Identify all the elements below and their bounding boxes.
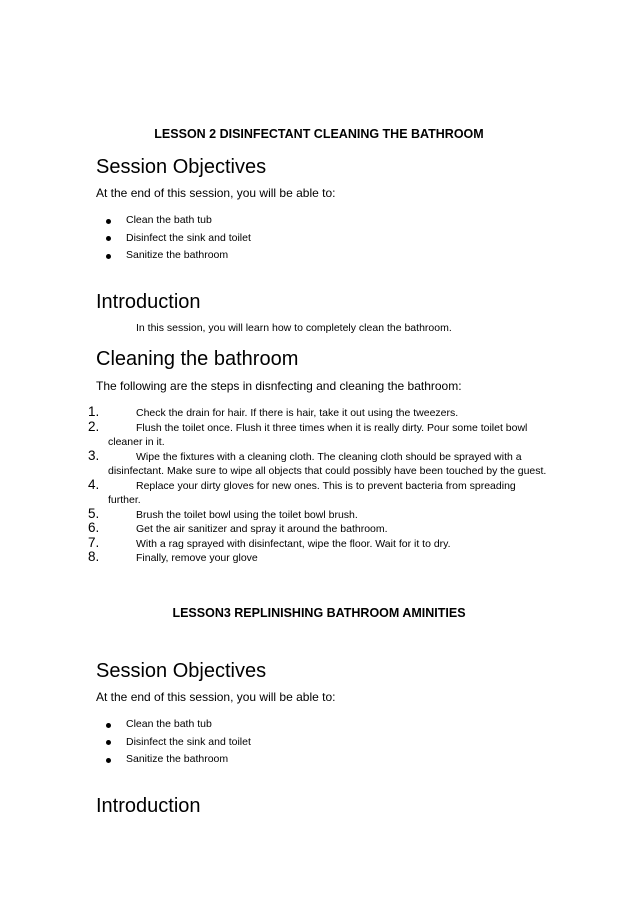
lesson-2-title: LESSON 2 DISINFECTANT CLEANING THE BATHROOM xyxy=(154,127,484,141)
objectives-intro: At the end of this session, you will be able to: xyxy=(96,690,336,704)
cleaning-heading: Cleaning the bathroom xyxy=(96,348,299,370)
list-item xyxy=(106,247,586,265)
step-text: Finally, remove your glove xyxy=(136,552,258,564)
step-text: Brush the toilet bowl using the toilet bowl brush. xyxy=(136,508,358,521)
list-item xyxy=(88,551,548,566)
list-item xyxy=(88,522,548,537)
step-text: Wipe the fixtures with a cleaning cloth. The cleaning cloth should be sprayed with a disinfectant. Make sure to wipe all objects that could possibly have been touched by the guest. xyxy=(108,450,547,477)
step-text: Flush the toilet once. Flush it three times when it is really dirty. Pour some toilet bowl cleaner in it. xyxy=(108,421,528,448)
list-item xyxy=(106,734,586,752)
objective-text: Disinfect the sink and toilet xyxy=(126,735,251,748)
list-item xyxy=(88,505,548,523)
objective-text: Clean the bath tub xyxy=(126,718,212,730)
objective-text: Clean the bath tub xyxy=(126,214,212,226)
lesson-3-title: LESSON3 REPLINISHING BATHROOM AMINITIES xyxy=(172,606,466,620)
steps-list xyxy=(88,406,548,566)
step-text: Check the drain for hair. If there is hair, take it out using the tweezers. xyxy=(136,407,459,419)
step-number: 1. xyxy=(88,404,100,419)
step-text: Get the air sanitizer and spray it around the bathroom. xyxy=(136,523,388,535)
bullet-icon xyxy=(106,723,111,728)
list-item xyxy=(88,447,548,479)
step-text: With a rag sprayed with disinfectant, wipe the floor. Wait for it to dry. xyxy=(136,537,451,550)
list-item xyxy=(88,406,548,421)
bullet-icon xyxy=(106,219,111,224)
bullet-icon xyxy=(106,758,111,763)
step-number: 5. xyxy=(88,505,100,521)
session-objectives-heading: Session Objectives xyxy=(96,660,267,682)
step-number: 6. xyxy=(88,520,100,535)
steps-intro: The following are the steps in disnfecting and cleaning the bathroom: xyxy=(96,379,462,393)
list-item xyxy=(88,418,548,450)
step-number: 7. xyxy=(88,534,100,550)
objectives-list xyxy=(106,212,586,265)
list-item xyxy=(106,751,586,769)
objectives-list xyxy=(106,716,586,769)
bullet-icon xyxy=(106,740,111,745)
list-item xyxy=(88,476,548,508)
introduction-heading: Introduction xyxy=(96,795,201,817)
list-item xyxy=(88,534,548,552)
step-text: Replace your dirty gloves for new ones. This is to prevent bacteria from spreading further. xyxy=(108,479,516,506)
bullet-icon xyxy=(106,254,111,259)
step-number: 4. xyxy=(88,476,100,492)
step-number: 2. xyxy=(88,418,100,434)
objective-text: Sanitize the bathroom xyxy=(126,753,229,765)
objective-text: Disinfect the sink and toilet xyxy=(126,231,251,244)
introduction-text: In this session, you will learn how to completely clean the bathroom. xyxy=(136,322,452,334)
objectives-intro: At the end of this session, you will be able to: xyxy=(96,186,336,200)
session-objectives-heading: Session Objectives xyxy=(96,156,267,178)
list-item xyxy=(106,230,586,248)
list-item xyxy=(106,212,586,230)
list-item xyxy=(106,716,586,734)
bullet-icon xyxy=(106,236,111,241)
introduction-heading: Introduction xyxy=(96,291,201,313)
step-number: 8. xyxy=(88,549,100,564)
step-number: 3. xyxy=(88,447,100,463)
objective-text: Sanitize the bathroom xyxy=(126,249,229,261)
